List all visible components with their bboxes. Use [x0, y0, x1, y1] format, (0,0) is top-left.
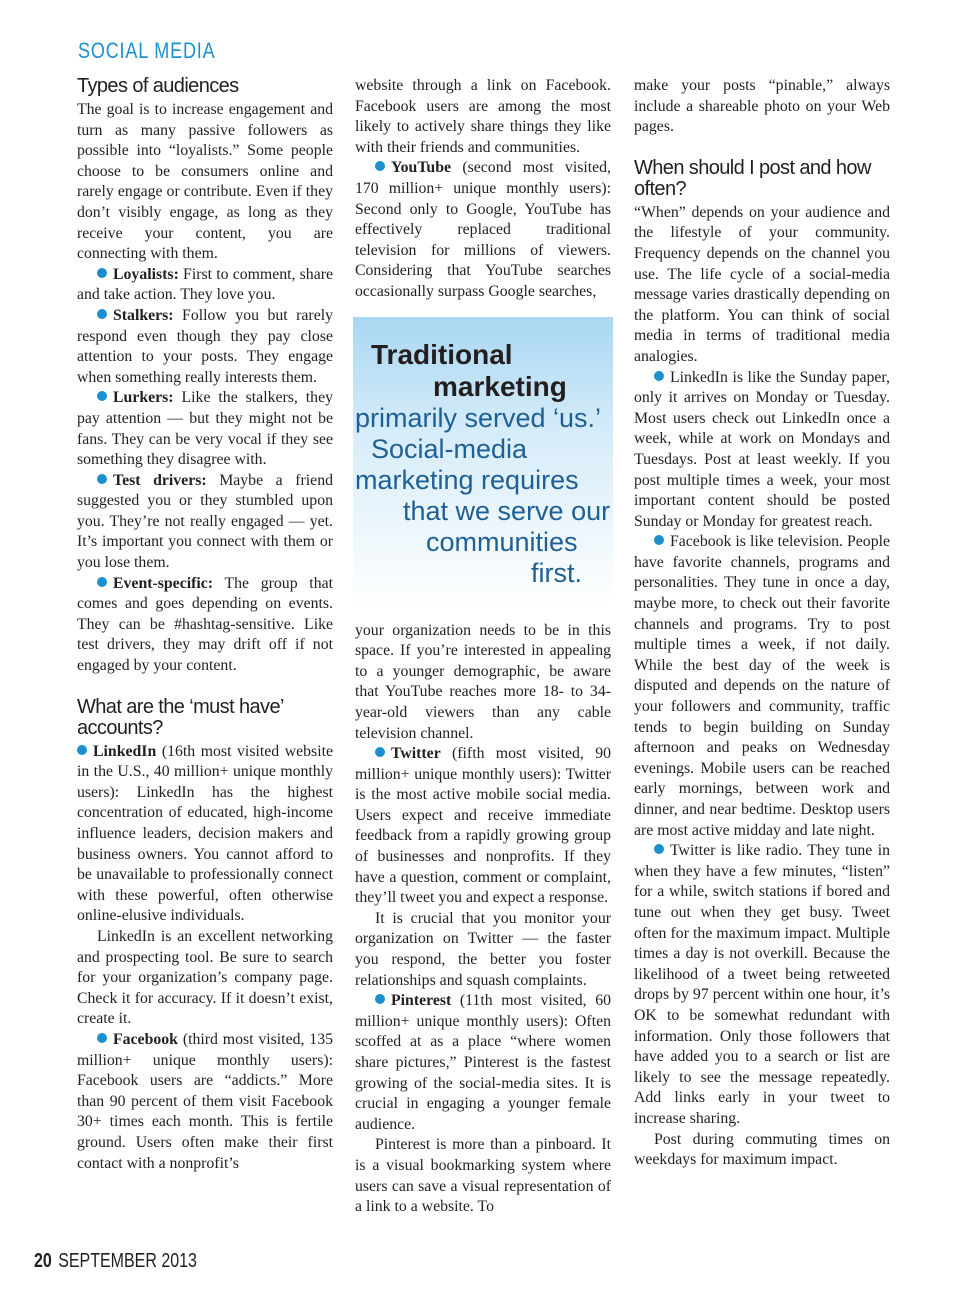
bullet-dot-icon	[375, 994, 385, 1004]
bullet-twitter	[355, 744, 611, 909]
bullet-text: (11th most visited, 60 million+ unique monthly users): Often scoffed at as a place “where women share pictures,” Pinterest is the fastest growing of the social-media sites. It is crucial in engaging a younger female audience.	[355, 992, 611, 1133]
heading-must-have-accounts: What are the ‘must have’ accounts?	[77, 695, 284, 739]
bullet-dot-icon	[97, 268, 107, 278]
bullet-dot-icon	[97, 1033, 107, 1043]
paragraph: make your posts “pinable,” always include a shareable photo on your Web pages.	[634, 77, 890, 136]
bullet-lurkers	[77, 388, 333, 470]
pull-quote-line: primarily served ‘us.’	[355, 402, 602, 433]
bullet-label: YouTube	[391, 159, 452, 177]
heading-types-of-audiences: Types of audiences	[77, 75, 239, 97]
page-footer	[34, 1250, 197, 1273]
bullet-text: Facebook is like television. People have favorite channels, programs and personalities. They tune in once a day, maybe more, to check out their favorite channels and programs. Try to post multiple times a week, if not daily. While the best day of the week is disputed and depends on the nature of your followers and community, traffic tends to begin building on Sunday afternoon and peaks on Wednesday evenings. Mobile users can be reached early mornings, between work and dinner, and near bedtime. Desktop users are most active midday and late night.	[634, 533, 890, 839]
bullet-label: Loyalists:	[113, 265, 179, 283]
paragraph: Pinterest is more than a pinboard. It is a visual bookmarking system where users can save a visual representation of a link to a website. To	[355, 1136, 611, 1216]
bullet-text: (third most visited, 135 million+ unique monthly users): Facebook users are “addicts.” More than 90 percent of them visit Facebook 30+ times each month. This is fertile ground. Users often make their first contact with a nonprofit’s	[77, 1030, 333, 1172]
bullet-label: Pinterest	[391, 992, 452, 1010]
bullet-event-specific	[77, 574, 333, 677]
pull-quote-line: marketing requires	[355, 464, 579, 495]
pull-quote-line: Traditional	[371, 338, 513, 370]
bullet-dot-icon	[654, 535, 664, 545]
bullet-loyalists	[77, 265, 333, 306]
column-2	[355, 76, 611, 1218]
bullet-linkedin	[77, 742, 333, 927]
bullet-dot-icon	[375, 747, 385, 757]
bullet-dot-icon	[77, 745, 87, 755]
bullet-youtube	[355, 158, 611, 302]
bullet-dot-icon	[97, 474, 107, 484]
bullet-dot-icon	[97, 309, 107, 319]
bullet-dot-icon	[654, 844, 664, 854]
bullet-text: LinkedIn is like the Sunday paper, only it arrives on Monday or Tuesday. Most users check out LinkedIn once a week, while at work on Mondays and Tuesdays. Post at least weekly. If you post multiple times a week, your most important content should be posted Sunday or Monday for greatest reach.	[634, 368, 890, 530]
bullet-label: Facebook	[113, 1030, 178, 1048]
paragraph: It is crucial that you monitor your organization on Twitter — the faster you respond, the better you foster relationships and squash complaints.	[355, 909, 611, 989]
pull-quote-line: that we serve our	[403, 495, 611, 526]
bullet-facebook-analogy	[634, 532, 890, 841]
pull-quote-line: marketing	[433, 370, 567, 402]
paragraph: LinkedIn is an excellent networking and prospecting tool. Be sure to search for your organization’s company page. Check it for accuracy. If it doesn’t exist, create it.	[77, 927, 333, 1028]
bullet-test-drivers	[77, 471, 333, 574]
bullet-linkedin-analogy	[634, 368, 890, 533]
paragraph: Post during commuting times on weekdays for maximum impact.	[634, 1130, 890, 1169]
bullet-text: (second most visited, 170 million+ unique monthly users): Second only to Google, YouTube has effectively replaced traditional television for millions of viewers. Considering that YouTube searches occasionally surpass Google searches,	[355, 159, 611, 300]
bullet-dot-icon	[97, 391, 107, 401]
pull-quote-line: first.	[531, 557, 582, 588]
bullet-label: Twitter	[391, 745, 441, 763]
bullet-dot-icon	[654, 371, 664, 381]
bullet-text: Twitter is like radio. They tune in when they have a few minutes, “listen” for a while, switch stations if bored and tune out when they get busy. Tweet often for the maximum impact. Multiple times a day is not overkill. Because the likelihood of a tweet being retweeted drops by 97 percent within one hour, it’s OK to be somewhat redundant with information. Only those followers that have added you to a search or list are likely to see the message repeatedly. Add links early in your tweet to increase sharing.	[634, 842, 890, 1127]
bullet-text: The group that comes and goes depending on events. They can be #hashtag-sensitive. Like test drivers, they may drift off if not engaged by your content.	[77, 574, 333, 675]
pull-quote-line: communities	[426, 526, 578, 557]
bullet-label: Event-specific:	[113, 574, 214, 592]
heading-when-should-i-post: When should I post and how often?	[634, 156, 871, 200]
bullet-text: Maybe a friend suggested you or they stumbled upon you. They’re not really engaged — yet. It’s important you connect with them or you lose them.	[77, 471, 333, 572]
bullet-text: Like the stalkers, they pay attention — but they might not be fans. They can be very vocal if they see something they disagree with.	[77, 389, 333, 469]
bullet-text: (16th most visited website in the U.S., 40 million+ unique monthly users): LinkedIn has the highest concentration of educated, high-income influence leaders, decision makers and business owners. You cannot afford to be unavailable to professionally connect with these powerful, often otherwise online-elusive individuals.	[77, 742, 333, 925]
section-label: SOCIAL MEDIA	[78, 38, 216, 63]
bullet-dot-icon	[97, 577, 107, 587]
column-3	[634, 76, 890, 1171]
bullet-pinterest	[355, 991, 611, 1135]
pull-quote	[353, 317, 613, 607]
column-1	[77, 76, 333, 1174]
paragraph: your organization needs to be in this space. If you’re interested in appealing to a younger demographic, be aware that YouTube reaches more 18- to 34-year-old viewers than any cable television channel.	[355, 621, 611, 742]
paragraph: “When” depends on your audience and the lifestyle of your community. Frequency depends on the channel you use. The life cycle of a social-media message varies drastically depending on the platform. You can think of social media in terms of traditional media analogies.	[634, 203, 890, 365]
bullet-twitter-analogy	[634, 841, 890, 1129]
issue-date: SEPTEMBER 2013	[58, 1250, 197, 1272]
pull-quote-line: Social-media	[371, 433, 528, 464]
bullet-text: (fifth most visited, 90 million+ unique monthly users): Twitter is the most active mobile social media. Users expect and receive immediate feedback from a rapidly growing group of businesses and nonprofits. If they have a question, comment or complaint, they’ll tweet you and expect a response.	[355, 745, 611, 907]
bullet-text: Follow you but rarely respond even though they pay close attention to your posts. They engage when something really interests them.	[77, 306, 333, 386]
bullet-stalkers	[77, 306, 333, 388]
bullet-text: First to comment, share and take action. They love you.	[77, 265, 333, 304]
bullet-facebook	[77, 1030, 333, 1174]
paragraph: website through a link on Facebook. Facebook users are among the most likely to actively share things they like with their friends and communities.	[355, 77, 611, 156]
bullet-label: Lurkers:	[113, 389, 174, 407]
page-number: 20	[34, 1250, 52, 1272]
bullet-dot-icon	[375, 161, 385, 171]
bullet-label: LinkedIn	[93, 742, 157, 760]
bullet-label: Test drivers:	[113, 471, 207, 489]
paragraph: The goal is to increase engagement and turn as many passive followers as possible into “loyalists.” Some people choose to be consumers online and rarely engage or contribute. Even if they don’t visibly engage, as long as they receive your content, you are connecting with them.	[77, 101, 333, 263]
bullet-label: Stalkers:	[113, 306, 174, 324]
